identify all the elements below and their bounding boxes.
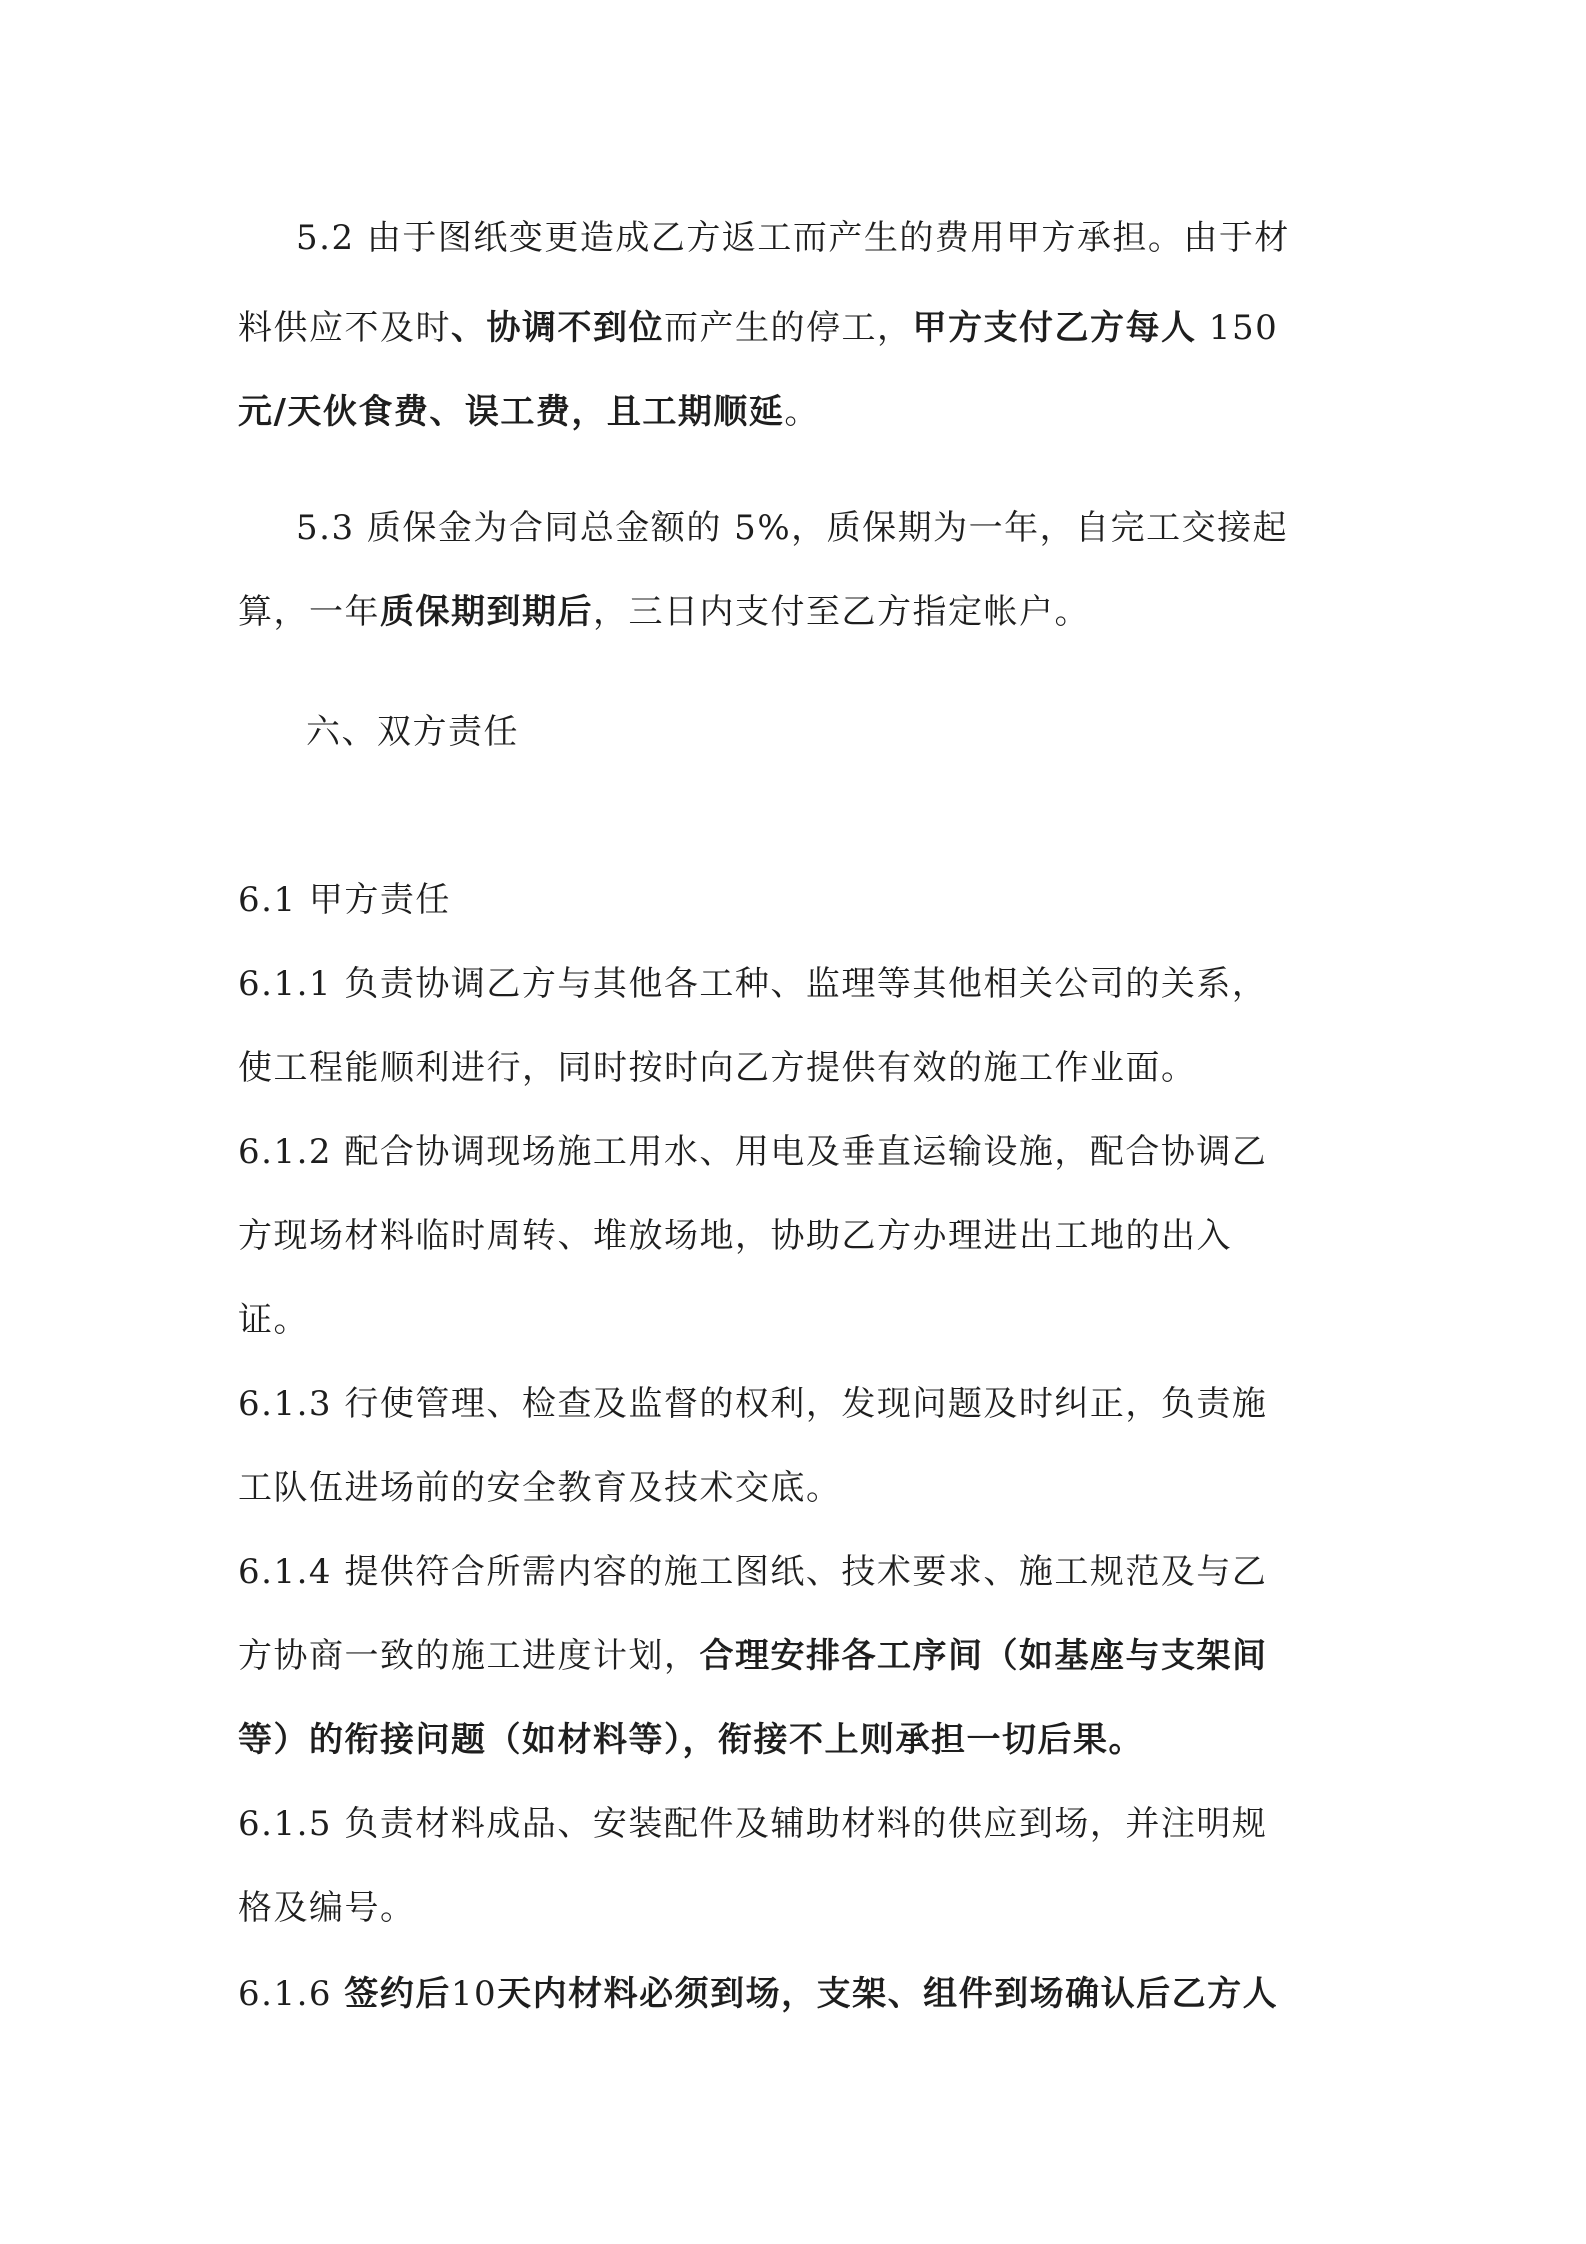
text-run: 150 [1196,308,1279,348]
para-6-1-4-line-2 [238,1628,1268,1677]
para-6-1-2-line-2: 方现场材料临时周转、堆放场地，协助乙方办理进出工地的出入 [238,1216,1232,1256]
section-6-heading: 六、双方责任 [306,712,519,752]
bold-run: 元/天伙食费、误工费，且工期顺延 [238,392,785,432]
para-6-1-4-line-1: 6.1.4 提供符合所需内容的施工图纸、技术要求、施工规范及与乙 [238,1552,1268,1592]
bold-run: 甲方支付乙方每人 [912,308,1197,348]
para-6-1-2-line-1: 6.1.2 配合协调现场施工用水、用电及垂直运输设施，配合协调乙 [238,1132,1268,1172]
text-run: ，三日内支付至乙方指定帐户。 [593,592,1090,632]
para-5-3-line-1: 5.3 质保金为合同总金额的 5%，质保期为一年，自完工交接起 [296,508,1289,548]
para-6-1-5-line-2: 格及编号。 [238,1888,416,1928]
para-6-1-2-line-3: 证。 [238,1300,309,1340]
para-6-1-5-line-1: 6.1.5 负责材料成品、安装配件及辅助材料的供应到场，并注明规 [238,1804,1268,1844]
text-run: 方协商一致的施工进度计划， [238,1636,700,1676]
bold-run: 合理安排各工序间（如基座与支架间 [699,1636,1268,1676]
para-5-2-line-3 [238,384,820,433]
bold-run: 天内材料必须到场，支架、组件到场确认后乙方人 [497,1974,1279,2014]
bold-run: 、协调不到位 [451,308,664,348]
text-run: 而产生的停工， [664,308,913,348]
text-run: 。 [784,392,820,432]
text-run: 10 [450,1974,498,2014]
para-6-1-3-line-2: 工队伍进场前的安全教育及技术交底。 [238,1468,842,1508]
bold-run: 签约后 [344,1974,451,2014]
para-5-2-line-2 [238,300,1278,349]
text-run: 料供应不及时 [238,308,451,348]
bold-run: 质保期到期后 [380,592,593,632]
para-6-1: 6.1 甲方责任 [238,880,451,920]
para-6-1-3-line-1: 6.1.3 行使管理、检查及监督的权利，发现问题及时纠正，负责施 [238,1384,1268,1424]
text-run: 6.1.6 [238,1974,345,2014]
para-5-2-line-1: 5.2 由于图纸变更造成乙方返工而产生的费用甲方承担。由于材 [296,218,1290,258]
para-6-1-1-line-1: 6.1.1 负责协调乙方与其他各工种、监理等其他相关公司的关系， [238,964,1268,1004]
para-6-1-6-line-1 [238,1966,1278,2015]
para-5-3-line-2 [238,584,1090,633]
text-run: 算，一年 [238,592,380,632]
para-6-1-1-line-2: 使工程能顺利进行，同时按时向乙方提供有效的施工作业面。 [238,1048,1197,1088]
para-6-1-4-line-3: 等）的衔接问题（如材料等），衔接不上则承担一切后果。 [238,1720,1144,1760]
